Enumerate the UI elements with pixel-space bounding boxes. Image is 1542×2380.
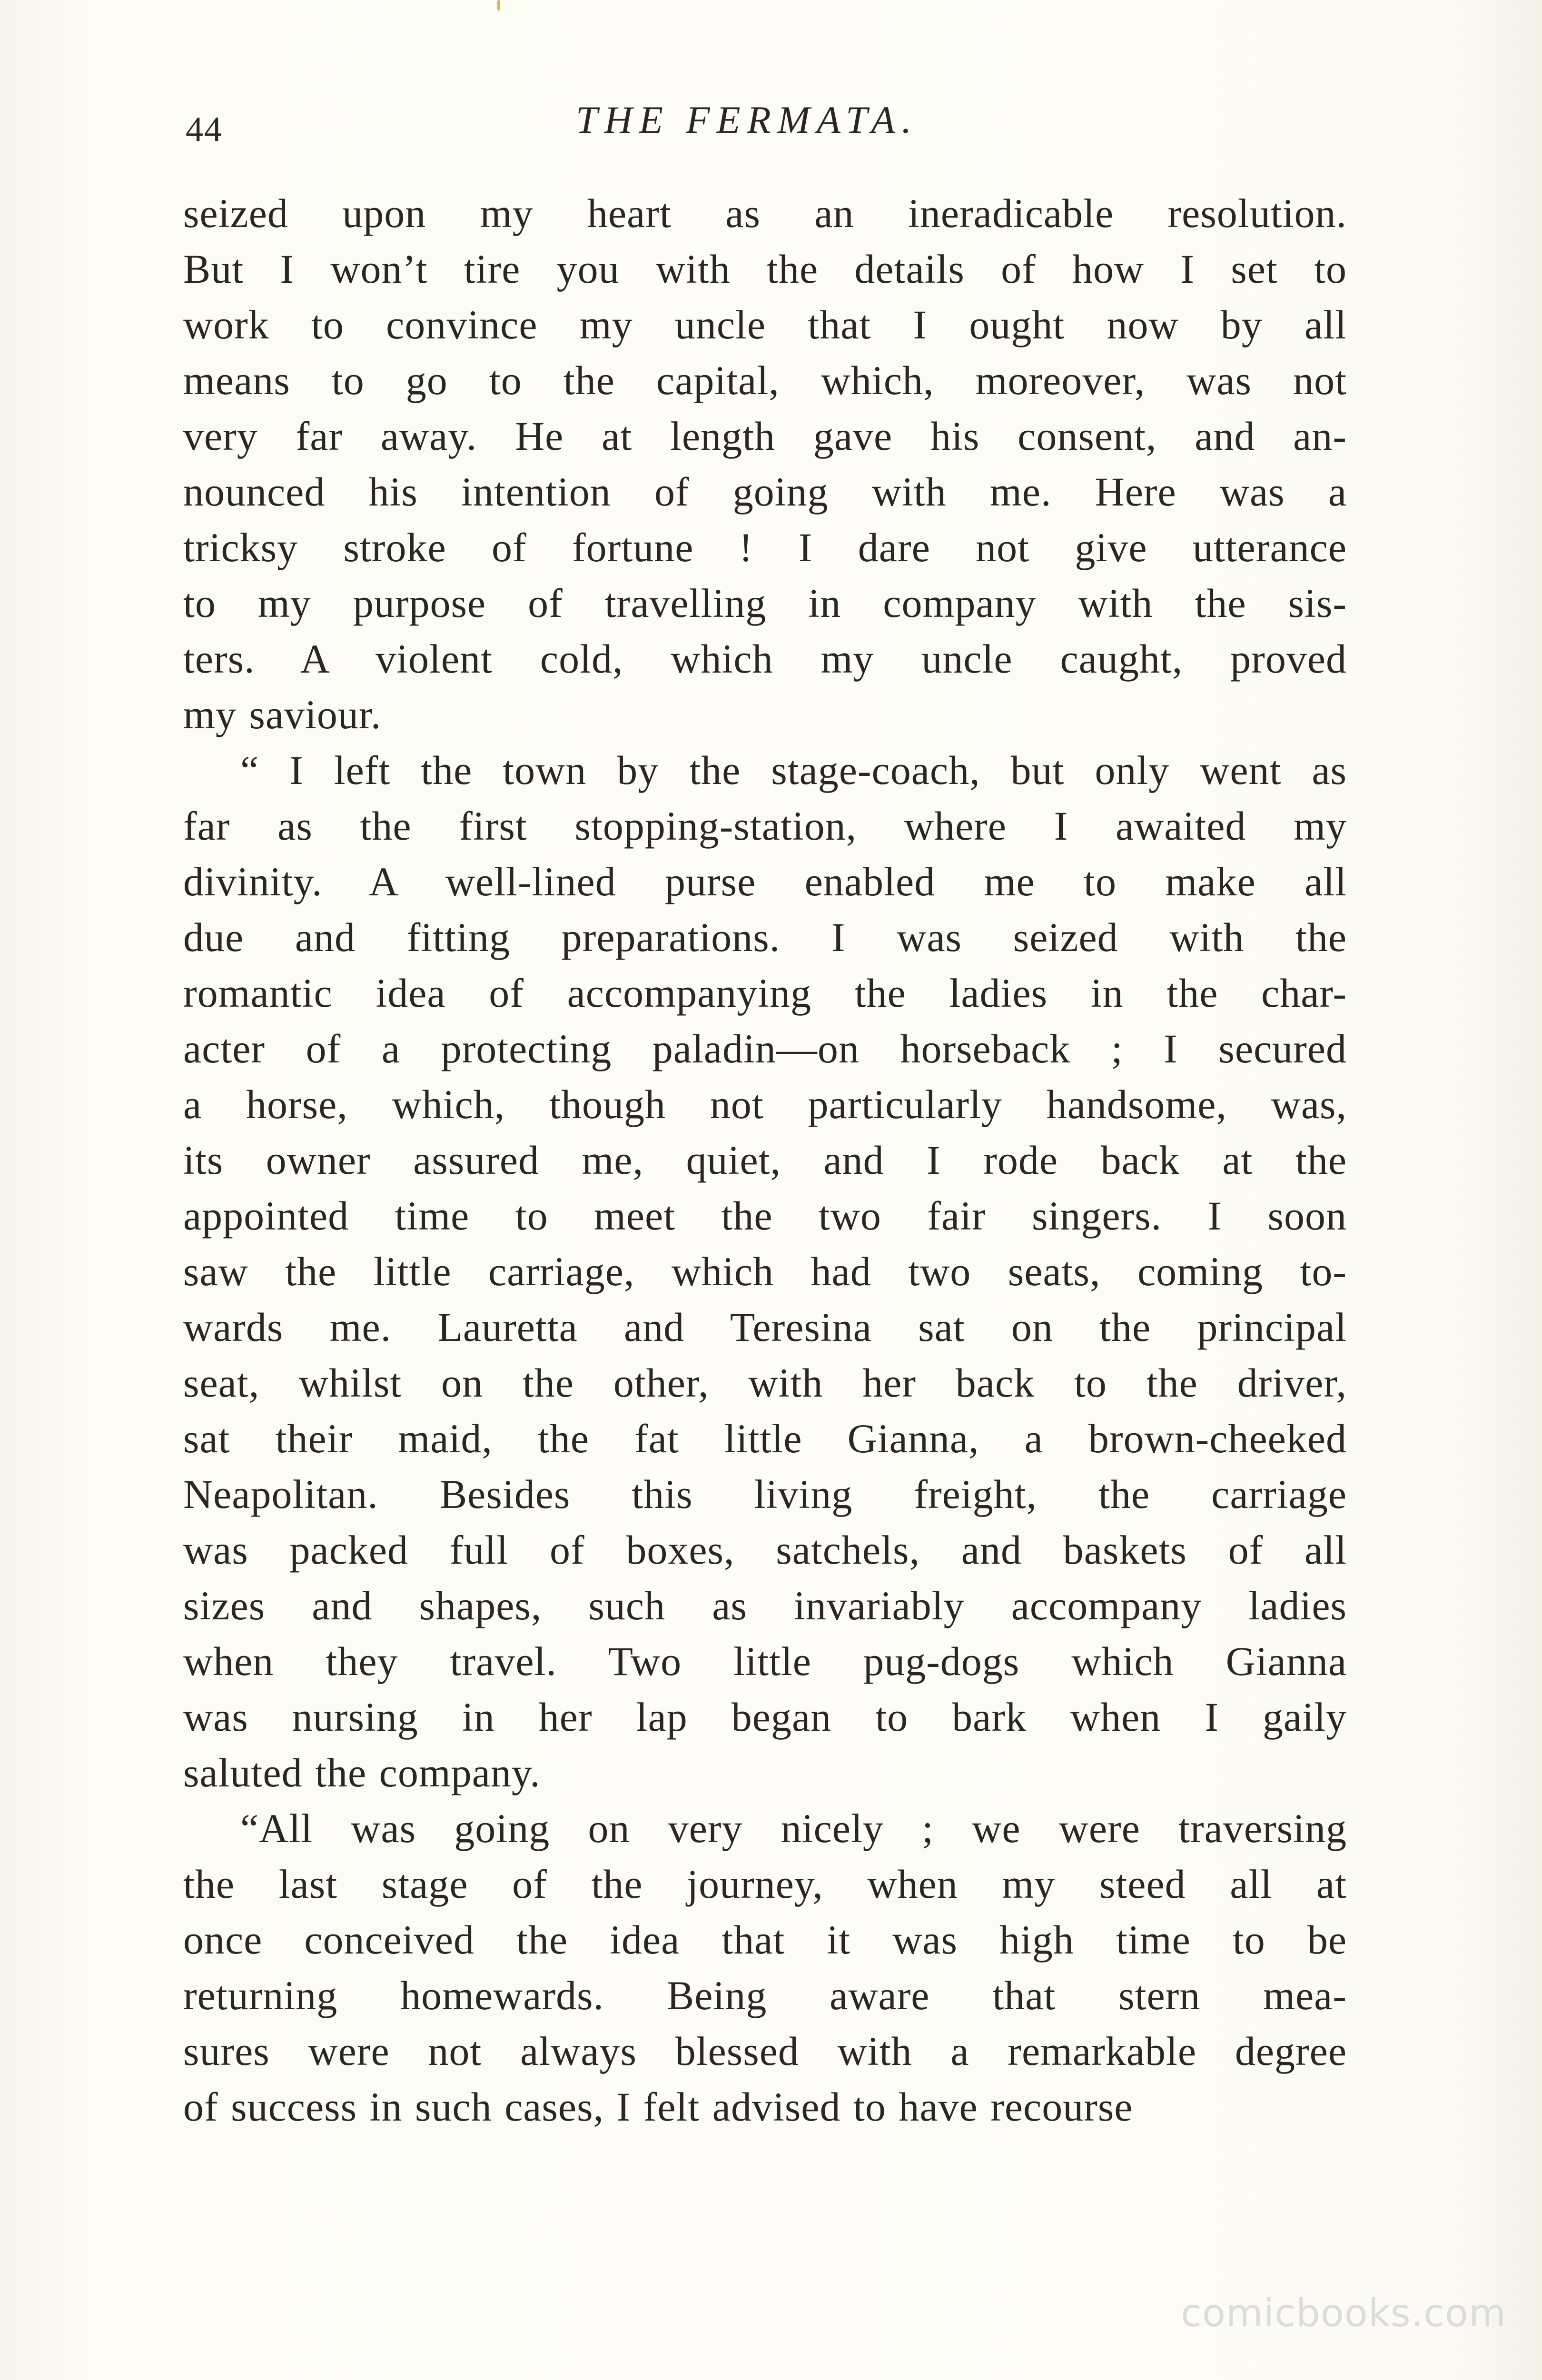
- text-line: returning homewards. Being aware that stern mea-: [183, 1973, 1347, 2018]
- text-line: of success in such cases, I felt advised to have recourse: [183, 2084, 1133, 2130]
- text-line: work to convince my uncle that I ought now by all: [183, 302, 1347, 347]
- text-line: romantic idea of accompanying the ladies in the char-: [183, 970, 1347, 1016]
- text-line: appointed time to meet the two fair singers. I soon: [183, 1193, 1347, 1239]
- text-line: nounced his intention of going with me. Here was a: [183, 469, 1347, 515]
- text-line: acter of a protecting paladin—on horseback ; I secured: [183, 1026, 1347, 1071]
- text-line: very far away. He at length gave his consent, and an-: [183, 413, 1347, 459]
- text-line: far as the first stopping-station, where I awaited my: [183, 803, 1347, 849]
- page-number: 44: [186, 110, 223, 149]
- text-line: seat, whilst on the other, with her back to the driver,: [183, 1360, 1347, 1406]
- text-line: my saviour.: [183, 692, 382, 737]
- watermark: comicbooks.com: [1180, 2291, 1506, 2335]
- paragraph: [183, 1801, 1347, 2135]
- text-line: its owner assured me, quiet, and I rode back at the: [183, 1137, 1347, 1183]
- text-line: saluted the company.: [183, 1750, 541, 1795]
- text-line: Neapolitan. Besides this living freight, the carriage: [183, 1471, 1347, 1517]
- text-line: once conceived the idea that it was high time to be: [183, 1917, 1347, 1963]
- text-line: was packed full of boxes, satchels, and baskets of all: [183, 1527, 1347, 1573]
- text-line: the last stage of the journey, when my steed all at: [183, 1861, 1347, 1907]
- text-line: sizes and shapes, such as invariably accompany ladies: [183, 1583, 1347, 1628]
- text-line: a horse, which, though not particularly handsome, was,: [183, 1081, 1347, 1127]
- text-line: But I won’t tire you with the details of how I set to: [183, 246, 1347, 292]
- text-line: seized upon my heart as an ineradicable resolution.: [183, 190, 1347, 236]
- text-line: to my purpose of travelling in company with the sis-: [183, 580, 1347, 626]
- text-line: “All was going on very nicely ; we were traversing: [240, 1805, 1347, 1851]
- body-text: [183, 186, 1347, 2135]
- page-header: [186, 98, 1347, 155]
- text-line: was nursing in her lap began to bark when I gaily: [183, 1694, 1347, 1740]
- text-line: saw the little carriage, which had two seats, coming to-: [183, 1249, 1347, 1294]
- text-line: wards me. Lauretta and Teresina sat on the principal: [183, 1304, 1347, 1350]
- text-line: due and fitting preparations. I was seized with the: [183, 914, 1347, 960]
- paragraph: [183, 743, 1347, 1801]
- paragraph: [183, 186, 1347, 743]
- page-thread-mark: [497, 0, 500, 10]
- text-line: sures were not always blessed with a remarkable degree: [183, 2028, 1347, 2074]
- text-line: means to go to the capital, which, moreover, was not: [183, 357, 1347, 403]
- text-line: divinity. A well-lined purse enabled me to make all: [183, 859, 1347, 904]
- text-line: “ I left the town by the stage-coach, but only went as: [240, 747, 1347, 793]
- text-line: tricksy stroke of fortune ! I dare not give utterance: [183, 525, 1347, 570]
- running-title: THE FERMATA.: [576, 98, 919, 141]
- text-line: sat their maid, the fat little Gianna, a brown-cheeked: [183, 1416, 1347, 1461]
- text-line: ters. A violent cold, which my uncle caught, proved: [183, 636, 1347, 682]
- text-line: when they travel. Two little pug-dogs which Gianna: [183, 1638, 1347, 1684]
